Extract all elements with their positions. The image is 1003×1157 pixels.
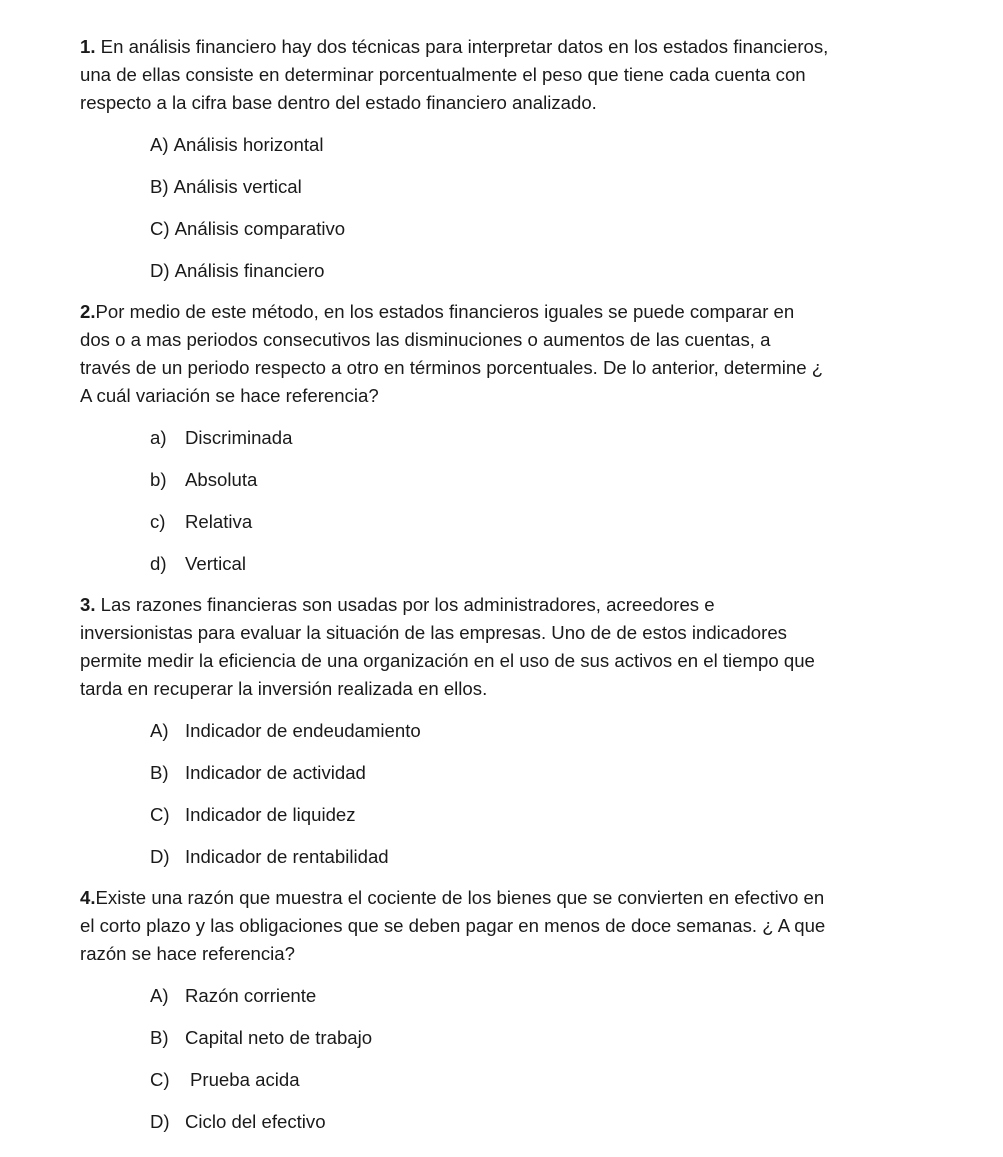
option-label: a) bbox=[150, 427, 167, 448]
question-text: Existe una razón que muestra el cociente de los bienes que se convierten en efectivo en bbox=[95, 887, 825, 908]
option-a[interactable] bbox=[80, 124, 980, 166]
question-text-line bbox=[80, 591, 980, 619]
option-label: B) bbox=[150, 176, 169, 197]
option-label: A) bbox=[150, 985, 169, 1006]
option-c[interactable] bbox=[80, 501, 980, 543]
option-label: C) bbox=[150, 804, 170, 825]
option-label: A) bbox=[150, 720, 169, 741]
question-text: tarda en recuperar la inversión realizada en ellos. bbox=[80, 678, 488, 699]
option-c[interactable] bbox=[80, 1059, 980, 1101]
question-text-line bbox=[80, 675, 980, 703]
option-text: Ciclo del efectivo bbox=[185, 1111, 326, 1132]
option-b[interactable] bbox=[80, 752, 980, 794]
option-text: Vertical bbox=[185, 553, 246, 574]
option-text: Indicador de actividad bbox=[185, 762, 366, 783]
option-text: Relativa bbox=[185, 511, 253, 532]
question-text: A cuál variación se hace referencia? bbox=[80, 385, 379, 406]
option-label: D) bbox=[150, 260, 170, 281]
question-text: través de un periodo respecto a otro en términos porcentuales. De lo anterior, determine ¿ bbox=[80, 357, 824, 378]
option-label: B) bbox=[150, 1027, 169, 1048]
options-list bbox=[80, 410, 980, 591]
option-b[interactable] bbox=[80, 459, 980, 501]
question-text-line bbox=[80, 298, 980, 326]
option-text: Indicador de liquidez bbox=[185, 804, 356, 825]
options-list bbox=[80, 117, 980, 298]
document bbox=[80, 33, 980, 1149]
question-text: inversionistas para evaluar la situación de las empresas. Uno de de estos indicadores bbox=[80, 622, 787, 643]
question-text: Las razones financieras son usadas por los administradores, acreedores e bbox=[95, 594, 715, 615]
option-text: Prueba acida bbox=[190, 1069, 300, 1090]
option-c[interactable] bbox=[80, 208, 980, 250]
option-a[interactable] bbox=[80, 417, 980, 459]
question-1 bbox=[80, 33, 980, 298]
question-text-line bbox=[80, 884, 980, 912]
question-number: 4. bbox=[80, 887, 96, 908]
option-b[interactable] bbox=[80, 1017, 980, 1059]
question-text-line bbox=[80, 382, 980, 410]
options-list bbox=[80, 703, 980, 884]
option-d[interactable] bbox=[80, 836, 980, 878]
question-text-line bbox=[80, 61, 980, 89]
option-label: B) bbox=[150, 762, 169, 783]
question-text: una de ellas consiste en determinar porcentualmente el peso que tiene cada cuenta con bbox=[80, 64, 806, 85]
question-4 bbox=[80, 884, 980, 1149]
option-c[interactable] bbox=[80, 794, 980, 836]
option-text: Análisis vertical bbox=[173, 176, 302, 197]
question-text-line bbox=[80, 89, 980, 117]
question-2 bbox=[80, 298, 980, 591]
question-text: permite medir la eficiencia de una organización en el uso de sus activos en el tiempo que bbox=[80, 650, 815, 671]
question-text: el corto plazo y las obligaciones que se deben pagar en menos de doce semanas. ¿ A que bbox=[80, 915, 826, 936]
question-text-line bbox=[80, 33, 980, 61]
question-text-line bbox=[80, 940, 980, 968]
option-label: b) bbox=[150, 469, 167, 490]
option-text: Análisis horizontal bbox=[173, 134, 324, 155]
option-text: Discriminada bbox=[185, 427, 293, 448]
question-text-line bbox=[80, 326, 980, 354]
option-label: c) bbox=[150, 511, 166, 532]
option-text: Absoluta bbox=[185, 469, 258, 490]
option-b[interactable] bbox=[80, 166, 980, 208]
option-label: D) bbox=[150, 846, 170, 867]
question-number: 2. bbox=[80, 301, 96, 322]
option-label: C) bbox=[150, 1069, 170, 1090]
option-text: Razón corriente bbox=[185, 985, 317, 1006]
question-number: 3. bbox=[80, 594, 96, 615]
option-label: D) bbox=[150, 1111, 170, 1132]
option-text: Capital neto de trabajo bbox=[185, 1027, 373, 1048]
question-text: razón se hace referencia? bbox=[80, 943, 295, 964]
question-text: respecto a la cifra base dentro del estado financiero analizado. bbox=[80, 92, 597, 113]
option-label: A) bbox=[150, 134, 169, 155]
option-label: C) bbox=[150, 218, 170, 239]
option-text: Indicador de endeudamiento bbox=[185, 720, 421, 741]
question-text-line bbox=[80, 647, 980, 675]
option-label: d) bbox=[150, 553, 167, 574]
option-a[interactable] bbox=[80, 710, 980, 752]
option-text: Análisis comparativo bbox=[174, 218, 346, 239]
option-d[interactable] bbox=[80, 1101, 980, 1143]
option-d[interactable] bbox=[80, 250, 980, 292]
question-text: dos o a mas periodos consecutivos las disminuciones o aumentos de las cuentas, a bbox=[80, 329, 771, 350]
option-text: Análisis financiero bbox=[174, 260, 325, 281]
question-number: 1. bbox=[80, 36, 96, 57]
question-text-line bbox=[80, 912, 980, 940]
option-d[interactable] bbox=[80, 543, 980, 585]
question-text: Por medio de este método, en los estados financieros iguales se puede comparar en bbox=[95, 301, 795, 322]
question-text-line bbox=[80, 354, 980, 382]
option-text: Indicador de rentabilidad bbox=[185, 846, 389, 867]
options-list bbox=[80, 968, 980, 1149]
question-3 bbox=[80, 591, 980, 884]
question-text: En análisis financiero hay dos técnicas para interpretar datos en los estados financieros, bbox=[95, 36, 829, 57]
option-a[interactable] bbox=[80, 975, 980, 1017]
question-text-line bbox=[80, 619, 980, 647]
